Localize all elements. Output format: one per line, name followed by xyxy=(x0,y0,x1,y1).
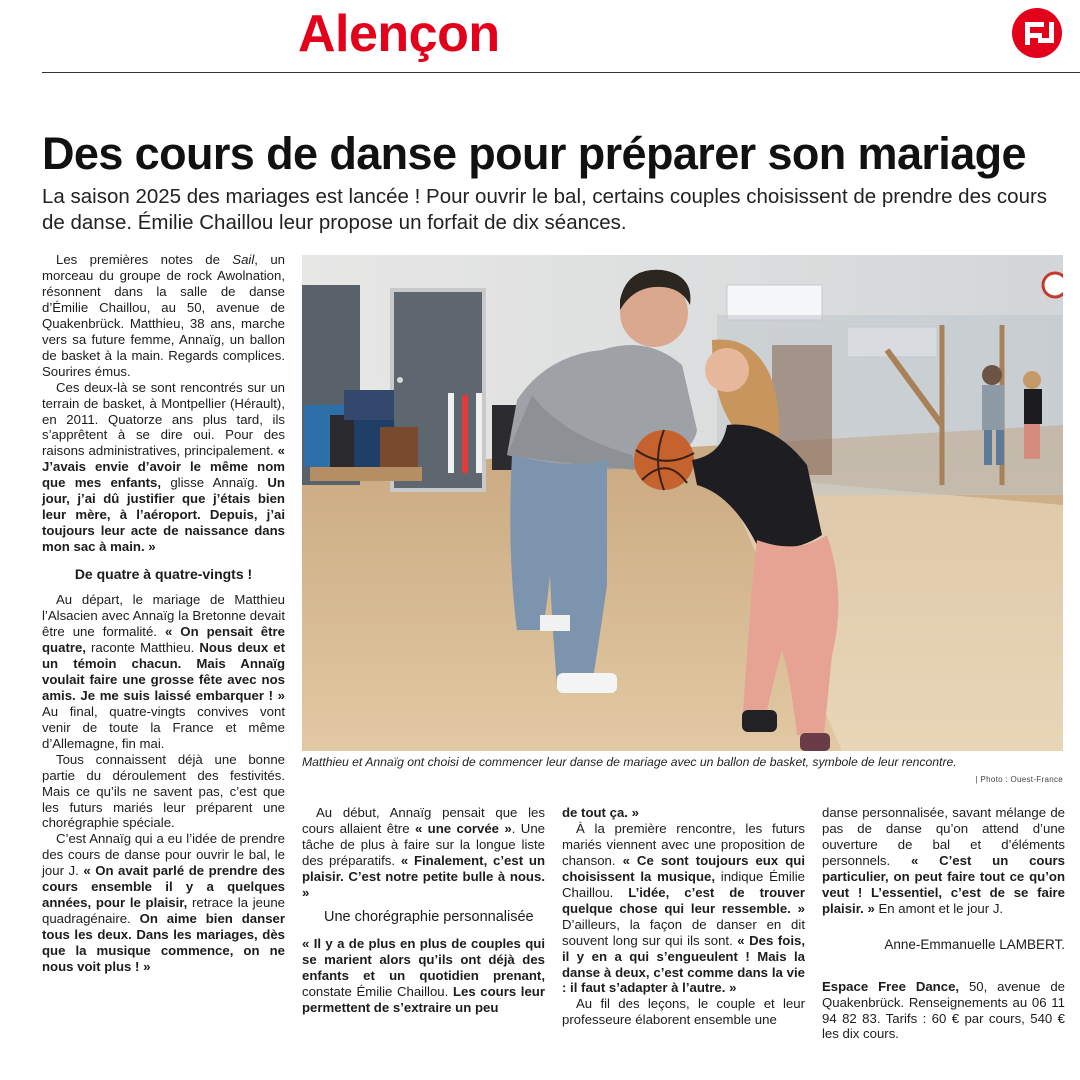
photo-credit: | Photo : Ouest-France xyxy=(975,775,1063,784)
article-column-4 xyxy=(822,805,1065,1042)
ouest-france-logo-icon xyxy=(1011,7,1063,59)
photo-caption: Matthieu et Annaïg ont choisi de commencer leur danse de mariage avec un ballon de basket, symbole de leur rencontre. xyxy=(302,755,957,769)
intertitle: Une chorégraphie personnalisée xyxy=(324,908,534,925)
article-lead: La saison 2025 des mariages est lancée ! Pour ouvrir le bal, certains couples choisissent de prendre des cours de danse. Émilie Chaillou leur propose un forfait de dix séances. xyxy=(42,185,1048,234)
paragraph: Tous connaissent déjà une bonne partie du déroulement des festivités. Mais ce qu’ils ne savent pas, c’est que les futurs mariés leur préparent une chorégraphie spéciale. xyxy=(42,751,285,831)
practical-info: Espace Free Dance, 50, avenue de Quakenbrück. Renseignements au 06 11 94 82 83. Tarifs : 60 € par cours, 540 € les dix cours. xyxy=(822,978,1065,1042)
author-signature: Anne-Emmanuelle LAMBERT. xyxy=(884,936,1065,952)
paragraph: Au fil des leçons, le couple et leur professeure élaborent ensemble une xyxy=(562,996,805,1028)
article-column-2 xyxy=(302,805,545,1015)
paragraph: danse personnalisée, savant mélange de pas de danse qu’on attend d’une ouverture de bal et d’éléments personnels. « C’est un cours particulier, on peut faire tout ce qu’on veut ! L’essentiel, c’est de se faire plaisir. » En amont et le jour J. xyxy=(822,805,1065,916)
article-column-1 xyxy=(42,252,285,975)
paragraph: « Il y a de plus en plus de couples qui se marient alors qu’ils ont déjà des enfants et un quotidien prenant, constate Émilie Chaillou. Les cours leur permettent de s’extraire un peu xyxy=(302,935,545,1015)
article-title: Des cours de danse pour préparer son mariage xyxy=(42,128,1026,179)
article-photo xyxy=(302,255,1063,751)
header-rule xyxy=(42,72,1080,73)
intertitle: De quatre à quatre-vingts ! xyxy=(74,566,253,583)
article-column-3 xyxy=(562,805,805,1028)
paragraph: Ces deux-là se sont rencontrés sur un terrain de basket, à Montpellier (Hérault), en 2011. Quatorze ans plus tard, ils s’apprêtent à se dire oui. Pour des raisons administratives, principalement. « J’avais envie d’avoir le même nom que mes enfants, glisse Annaïg. Un jour, j’ai dû justifier que j’étais bien leur mère, à l’aéroport. Depuis, j’ai toujours leur acte de naissance dans mon sac à main. » xyxy=(42,379,285,555)
paragraph: Au début, Annaïg pensait que les cours allaient être « une corvée ». Une tâche de plus à faire sur la longue liste des préparatifs. « Finalement, c’est un plaisir. C’est notre petite bulle à nous. » xyxy=(302,805,545,900)
paragraph: Au départ, le mariage de Matthieu l’Alsacien avec Annaïg la Bretonne devait être une formalité. « On pensait être quatre, raconte Matthieu. Nous deux et un témoin chacun. Mais Annaïg voulait faire une grosse fête avec nos amis. Je me suis laissé embarquer ! » Au final, quatre-vingts convives vont venir de toute la France et même d’Allemagne, fin mai. xyxy=(42,592,285,751)
page-section-city: Alençon xyxy=(298,5,500,63)
paragraph: de tout ça. » xyxy=(562,805,639,820)
paragraph: Les premières notes de Sail, un morceau du groupe de rock Awolnation, résonnent dans la salle de danse d’Émilie Chaillou, au 50, avenue de Quakenbrück. Matthieu, 38 ans, marche vers sa future femme, Annaïg, un ballon de basket à la main. Regards complices. Sourires émus. xyxy=(42,252,285,379)
dancing-couple-photo-illustration xyxy=(302,255,1063,751)
paragraph: À la première rencontre, les futurs mariés viennent avec une proposition de chanson. « Ce sont toujours eux qui choisissent la musique, indique Émilie Chaillou. L’idée, c’est de trouver quelque chose qui leur ressemble. » D’ailleurs, la façon de danser en dit souvent long sur qui ils sont. « Des fois, il y en a qui s’engueulent ! Mais la danse à deux, c’est comme dans la vie : il faut s’adapter à l’autre. » xyxy=(562,820,806,996)
paragraph: C’est Annaïg qui a eu l’idée de prendre des cours de danse pour ouvrir le bal, le jour J. « On avait parlé de prendre des cours ensemble il y a quelques années, pour le plaisir, retrace la jeune quadragénaire. On aime bien danser tous les deux. Dans les mariages, dès que la musique commence, on ne nous voit plus ! » xyxy=(42,831,285,975)
